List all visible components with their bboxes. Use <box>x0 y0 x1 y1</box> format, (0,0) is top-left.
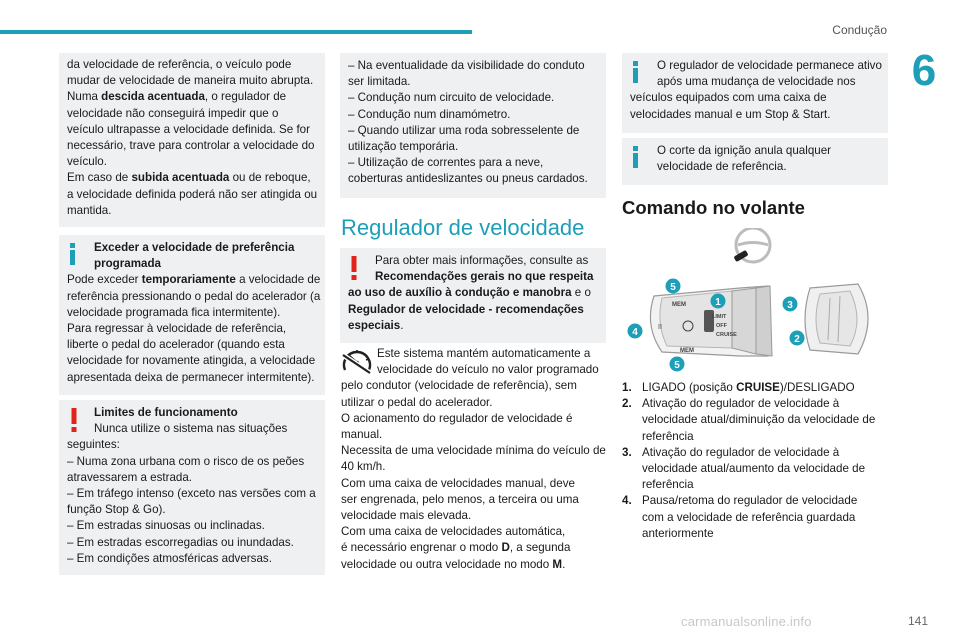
text-line: – Utilização de correntes para a neve, <box>348 156 544 170</box>
controls-legend-list <box>622 380 875 542</box>
text-line: seguintes: <box>67 438 120 452</box>
warning-box-recommendations <box>340 248 606 343</box>
text-line: – Em estradas sinuosas ou inclinadas. <box>67 519 265 533</box>
list-item <box>622 493 875 542</box>
text-line: – Na eventualidade da visibilidade do conduto <box>348 59 585 72</box>
text-line: coberturas antideslizantes ou pneus cardados. <box>348 172 588 186</box>
text-line: Para obter mais informações, consulte as <box>375 254 589 267</box>
text-line: função Stop & Go). <box>67 503 166 517</box>
subsection-heading: Comando no volante <box>622 197 805 218</box>
continuation-box-situations <box>340 53 606 198</box>
text-line: Este sistema mantém automaticamente a <box>377 347 591 360</box>
text-line: ser limitada. <box>348 75 411 89</box>
text-line: Em caso de subida acentuada ou de reboque, <box>67 171 311 185</box>
list-item <box>622 380 875 396</box>
list-text: LIGADO (posição CRUISE)/DESLIGADO <box>642 381 855 394</box>
callout-3 <box>783 297 798 312</box>
callout-2 <box>790 331 805 346</box>
svg-text:II: II <box>658 324 662 331</box>
text-line: velocidades manual e um Stop & Start. <box>630 107 831 121</box>
text-line: – Condução num circuito de velocidade. <box>348 91 555 105</box>
info-icon <box>632 146 640 168</box>
callout-1 <box>711 294 726 309</box>
list-number: 2. <box>622 397 632 411</box>
mem-label-lower: MEM <box>680 348 694 354</box>
svg-text:4: 4 <box>632 327 638 338</box>
text-line: a velocidade definida poderá não ser atingida ou <box>67 187 318 201</box>
list-number: 1. <box>622 381 632 394</box>
text-line: referência pressionando o pedal do acelerador (a <box>67 289 321 303</box>
list-item <box>622 445 875 494</box>
svg-text:5: 5 <box>674 360 680 371</box>
info-box-ignition <box>622 138 888 185</box>
svg-text:1: 1 <box>715 297 721 308</box>
text-line: velocidade ou outra velocidade no modo M. <box>341 557 566 571</box>
text-line: ser engrenada, pelo menos, a terceira ou uma <box>341 492 579 506</box>
list-number: 4. <box>622 494 632 508</box>
callout-5-bottom <box>670 357 685 372</box>
text-line: Necessita de uma velocidade mínima do veículo de <box>341 444 606 458</box>
text-line: – Em condições atmosféricas adversas. <box>67 551 272 565</box>
cruise-label: CRUISE <box>716 332 737 338</box>
box-title: Exceder a velocidade de preferência <box>94 241 295 254</box>
text-line: Pode exceder temporariamente a velocidade de <box>67 273 321 287</box>
section-heading: Regulador de velocidade <box>341 215 585 240</box>
chapter-number: 6 <box>911 46 937 95</box>
text-line: necessário, trave para controlar a velocidade do <box>67 139 315 153</box>
text-line: veículo ultrapasse a velocidade definida. Se for <box>67 122 310 136</box>
text-line: veículo. <box>67 155 107 169</box>
list-item <box>622 396 875 445</box>
text-line: especiais. <box>348 318 404 332</box>
info-icon <box>69 243 77 265</box>
text-line: velocidade for novamente atingida, a velocidade <box>67 354 316 368</box>
side-control-pad <box>805 284 868 354</box>
text-line: Nunca utilize o sistema nas situações <box>94 422 288 436</box>
stalk-body <box>650 286 772 356</box>
text-line: O corte da ignição anula qualquer <box>657 144 832 157</box>
text-line: é necessário engrenar o modo D, a segunda <box>341 541 571 555</box>
text-line: ao uso de auxílio à condução e manobra e o <box>348 286 591 300</box>
text-line: apresentada deixa de permanecer intermitente). <box>67 370 315 384</box>
svg-text:2: 2 <box>794 334 800 345</box>
text-line: liberte o pedal do acelerador (quando esta <box>67 338 285 352</box>
section-title: Condução <box>832 23 887 37</box>
text-line: – Numa zona urbana com o risco de os peões <box>67 454 305 468</box>
text-line: mantida. <box>67 203 112 217</box>
callout-5-top <box>666 279 681 294</box>
box-title: Limites de funcionamento <box>94 406 238 419</box>
watermark: carmanualsonline.info <box>681 614 812 629</box>
box-title: programada <box>94 257 162 271</box>
header-accent-bar <box>0 30 472 34</box>
warning-icon <box>350 256 358 280</box>
text-line: Numa descida acentuada, o regulador de <box>67 90 287 104</box>
svg-text:3: 3 <box>787 300 793 311</box>
text-line: mudar de velocidade de maneira muito abrupta. <box>67 74 314 88</box>
text-line: velocidade não conseguirá impedir que o <box>67 106 279 120</box>
text-line: Com uma caixa de velocidades manual, deve <box>341 476 575 490</box>
text-line: velocidade programada fica intermitente). <box>67 305 281 319</box>
warning-icon <box>70 408 78 432</box>
list-number: 3. <box>622 445 632 459</box>
body-text <box>341 346 606 573</box>
mem-label: MEM <box>672 302 686 308</box>
text-line: velocidade de referência. <box>657 160 787 174</box>
text-line: utilizar o pedal do acelerador. <box>341 395 493 409</box>
info-box-gearchange <box>622 53 888 133</box>
list-text: Ativação do regulador de velocidade à velocidade atual/diminuição da velocidade de referência <box>642 397 876 443</box>
text-line: manual. <box>341 428 383 442</box>
text-line: atravessarem a estrada. <box>67 470 193 484</box>
callout-4 <box>628 324 643 339</box>
svg-text:5: 5 <box>670 282 676 293</box>
text-line: pelo condutor (velocidade de referência), sem <box>341 379 577 393</box>
text-line: velocidade mais elevada. <box>341 509 472 523</box>
text-line: O regulador de velocidade permanece ativo <box>657 59 882 72</box>
cruise-control-stalk-illustration <box>622 228 886 378</box>
text-line: Para regressar à velocidade de referência, <box>67 322 287 336</box>
text-line: veículos equipados com uma caixa de <box>630 91 827 105</box>
continuation-box <box>59 53 325 227</box>
page-number: 141 <box>907 614 928 628</box>
text-line: após uma mudança de velocidade nos <box>657 75 856 89</box>
text-line: Recomendações gerais no que respeita <box>375 270 594 284</box>
text-line: da velocidade de referência, o veículo pode <box>67 58 292 71</box>
steering-wheel-icon <box>733 228 770 262</box>
limit-label: LIMIT <box>712 314 727 320</box>
text-line: Regulador de velocidade - recomendações <box>348 302 584 316</box>
list-text: Pausa/retoma do regulador de velocidade com a velocidade de referência guardada anteriormente <box>642 494 858 540</box>
text-line: Com uma caixa de velocidades automática, <box>341 525 566 539</box>
text-line: 40 km/h. <box>341 460 386 474</box>
info-box-exceed-speed <box>59 235 325 395</box>
text-line: – Quando utilizar uma roda sobresselente de <box>348 123 580 137</box>
text-line: velocidade do veículo no valor programado <box>377 363 599 377</box>
off-label: OFF <box>716 323 727 329</box>
text-line: utilização temporária. <box>348 140 459 154</box>
text-line: – Condução num dinamómetro. <box>348 107 511 121</box>
list-text: Ativação do regulador de velocidade à velocidade atual/aumento da velocidade de referência <box>642 445 866 492</box>
info-icon <box>632 61 640 83</box>
text-line: O acionamento do regulador de velocidade é <box>341 411 573 425</box>
warning-box-limits <box>59 400 325 575</box>
text-line: – Em tráfego intenso (exceto nas versões com a <box>67 487 316 501</box>
text-line: – Em estradas escorregadias ou inundadas. <box>67 535 294 549</box>
